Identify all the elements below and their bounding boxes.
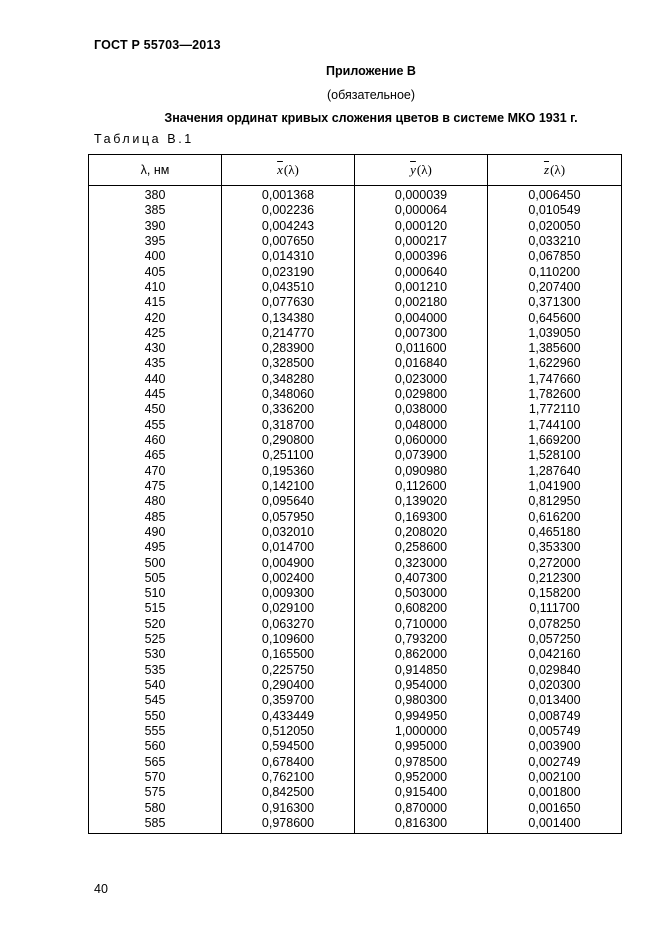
x-bar-cell: 0,842500: [222, 785, 355, 800]
x-bar-cell: 0,348280: [222, 372, 355, 387]
wavelength-cell: 535: [89, 663, 222, 678]
wavelength-cell: 495: [89, 540, 222, 555]
wavelength-cell: 460: [89, 433, 222, 448]
x-bar-cell: 0,002236: [222, 203, 355, 218]
y-bar-cell: 0,407300: [355, 571, 488, 586]
x-bar-cell: 0,433449: [222, 709, 355, 724]
wavelength-cell: 405: [89, 265, 222, 280]
z-bar-cell: 0,057250: [488, 632, 622, 647]
z-bar-cell: 0,110200: [488, 265, 622, 280]
y-bar-cell: 0,000396: [355, 249, 488, 264]
appendix-title: Приложение В: [326, 64, 416, 78]
y-bar-cell: 0,001210: [355, 280, 488, 295]
z-bar-cell: 0,465180: [488, 525, 622, 540]
table-row: [89, 387, 622, 402]
z-bar-cell: 0,002100: [488, 770, 622, 785]
wavelength-cell: 510: [89, 586, 222, 601]
z-bar-cell: 0,042160: [488, 647, 622, 662]
z-bar-symbol: $\overline{z}$: [543, 162, 550, 177]
table-row: [89, 755, 622, 770]
z-bar-cell: 0,001650: [488, 801, 622, 816]
x-bar-cell: 0,978600: [222, 816, 355, 834]
wavelength-cell: 465: [89, 448, 222, 463]
table-row: [89, 525, 622, 540]
table-row: [89, 617, 622, 632]
wavelength-cell: 525: [89, 632, 222, 647]
y-bar-cell: 0,915400: [355, 785, 488, 800]
y-bar-cell: 0,000640: [355, 265, 488, 280]
y-bar-cell: 0,139020: [355, 494, 488, 509]
z-bar-cell: 0,616200: [488, 510, 622, 525]
table-row: [89, 693, 622, 708]
wavelength-cell: 390: [89, 219, 222, 234]
y-bar-cell: 0,258600: [355, 540, 488, 555]
table-row: [89, 265, 622, 280]
z-bar-cell: 0,005749: [488, 724, 622, 739]
column-header-wavelength: λ, нм: [89, 155, 222, 186]
z-bar-cell: 0,002749: [488, 755, 622, 770]
x-bar-cell: 0,014700: [222, 540, 355, 555]
wavelength-cell: 555: [89, 724, 222, 739]
wavelength-cell: 475: [89, 479, 222, 494]
wavelength-cell: 540: [89, 678, 222, 693]
x-bar-cell: 0,251100: [222, 448, 355, 463]
table-row: [89, 326, 622, 341]
page-number: 40: [94, 882, 108, 896]
x-bar-cell: 0,359700: [222, 693, 355, 708]
z-bar-cell: 1,385600: [488, 341, 622, 356]
table-row: [89, 494, 622, 509]
y-bar-cell: 0,995000: [355, 739, 488, 754]
y-bar-cell: 0,000064: [355, 203, 488, 218]
z-bar-cell: 1,669200: [488, 433, 622, 448]
x-bar-cell: 0,077630: [222, 295, 355, 310]
table-row: [89, 724, 622, 739]
z-bar-cell: 1,039050: [488, 326, 622, 341]
table-row: [89, 295, 622, 310]
table-row: [89, 632, 622, 647]
x-bar-cell: 0,165500: [222, 647, 355, 662]
x-bar-cell: 0,225750: [222, 663, 355, 678]
x-bar-cell: 0,029100: [222, 601, 355, 616]
x-bar-cell: 0,594500: [222, 739, 355, 754]
x-bar-cell: 0,290800: [222, 433, 355, 448]
z-bar-cell: 1,782600: [488, 387, 622, 402]
y-bar-cell: 0,048000: [355, 418, 488, 433]
wavelength-cell: 530: [89, 647, 222, 662]
table-row: [89, 433, 622, 448]
appendix-status: (обязательное): [326, 88, 416, 102]
z-bar-cell: 0,371300: [488, 295, 622, 310]
wavelength-cell: 420: [89, 311, 222, 326]
y-bar-cell: 0,710000: [355, 617, 488, 632]
y-bar-cell: 0,007300: [355, 326, 488, 341]
y-bar-cell: 0,608200: [355, 601, 488, 616]
y-bar-cell: 0,994950: [355, 709, 488, 724]
y-bar-cell: 0,954000: [355, 678, 488, 693]
z-bar-cell: 0,001800: [488, 785, 622, 800]
z-bar-cell: 0,013400: [488, 693, 622, 708]
table-row: [89, 448, 622, 463]
wavelength-cell: 500: [89, 556, 222, 571]
wavelength-cell: 575: [89, 785, 222, 800]
wavelength-cell: 450: [89, 402, 222, 417]
table-row: [89, 356, 622, 371]
y-bar-cell: 0,503000: [355, 586, 488, 601]
x-bar-cell: 0,318700: [222, 418, 355, 433]
x-bar-cell: 0,134380: [222, 311, 355, 326]
column-header-z-bar: [488, 155, 622, 186]
x-bar-cell: 0,032010: [222, 525, 355, 540]
wavelength-cell: 430: [89, 341, 222, 356]
x-bar-cell: 0,336200: [222, 402, 355, 417]
table-row: [89, 464, 622, 479]
x-bar-cell: 0,109600: [222, 632, 355, 647]
wavelength-cell: 545: [89, 693, 222, 708]
z-bar-cell: 1,528100: [488, 448, 622, 463]
wavelength-cell: 565: [89, 755, 222, 770]
x-bar-cell: 0,678400: [222, 755, 355, 770]
y-bar-cell: 0,862000: [355, 647, 488, 662]
table-row: [89, 203, 622, 218]
z-bar-cell: 0,212300: [488, 571, 622, 586]
table-row: [89, 311, 622, 326]
z-bar-cell: 0,020050: [488, 219, 622, 234]
wavelength-cell: 385: [89, 203, 222, 218]
x-bar-cell: 0,283900: [222, 341, 355, 356]
table-row: [89, 479, 622, 494]
table-row: [89, 663, 622, 678]
y-bar-cell: 0,029800: [355, 387, 488, 402]
document-code: ГОСТ Р 55703—2013: [94, 38, 221, 52]
table-row: [89, 280, 622, 295]
y-bar-cell: 0,038000: [355, 402, 488, 417]
table-header-row: [89, 155, 622, 186]
y-bar-cell: 0,980300: [355, 693, 488, 708]
z-bar-cell: 1,744100: [488, 418, 622, 433]
wavelength-cell: 550: [89, 709, 222, 724]
table-row: [89, 647, 622, 662]
table-label: Таблица В.1: [94, 132, 194, 146]
z-bar-cell: 0,006450: [488, 186, 622, 204]
table-row: [89, 816, 622, 834]
z-bar-cell: 0,029840: [488, 663, 622, 678]
y-bar-cell: 0,023000: [355, 372, 488, 387]
z-bar-cell: 0,645600: [488, 311, 622, 326]
y-bar-cell: 0,002180: [355, 295, 488, 310]
z-bar-cell: 1,287640: [488, 464, 622, 479]
y-bar-cell: 0,978500: [355, 755, 488, 770]
y-bar-cell: 0,793200: [355, 632, 488, 647]
wavelength-cell: 520: [89, 617, 222, 632]
wavelength-cell: 425: [89, 326, 222, 341]
z-bar-cell: 1,772110: [488, 402, 622, 417]
x-bar-cell: 0,002400: [222, 571, 355, 586]
table-row: [89, 219, 622, 234]
z-bar-cell: 0,003900: [488, 739, 622, 754]
y-bar-cell: 0,016840: [355, 356, 488, 371]
wavelength-cell: 395: [89, 234, 222, 249]
table-row: [89, 785, 622, 800]
wavelength-cell: 470: [89, 464, 222, 479]
table-row: [89, 571, 622, 586]
y-bar-cell: 0,060000: [355, 433, 488, 448]
y-bar-cell: 0,004000: [355, 311, 488, 326]
wavelength-cell: 570: [89, 770, 222, 785]
x-bar-cell: 0,348060: [222, 387, 355, 402]
z-bar-cell: 0,353300: [488, 540, 622, 555]
x-bar-cell: 0,142100: [222, 479, 355, 494]
z-bar-cell: 0,207400: [488, 280, 622, 295]
z-bar-cell: 0,067850: [488, 249, 622, 264]
wavelength-cell: 455: [89, 418, 222, 433]
x-bar-cell: 0,001368: [222, 186, 355, 204]
y-bar-argument: (λ): [416, 162, 432, 177]
table-row: [89, 601, 622, 616]
z-bar-cell: 0,010549: [488, 203, 622, 218]
z-bar-cell: 0,111700: [488, 601, 622, 616]
z-bar-cell: 0,020300: [488, 678, 622, 693]
table-row: [89, 418, 622, 433]
x-bar-cell: 0,095640: [222, 494, 355, 509]
wavelength-cell: 515: [89, 601, 222, 616]
x-bar-cell: 0,762100: [222, 770, 355, 785]
wavelength-cell: 480: [89, 494, 222, 509]
x-bar-cell: 0,004900: [222, 556, 355, 571]
x-bar-cell: 0,014310: [222, 249, 355, 264]
y-bar-cell: 1,000000: [355, 724, 488, 739]
x-bar-cell: 0,004243: [222, 219, 355, 234]
z-bar-cell: 0,272000: [488, 556, 622, 571]
column-header-y-bar: [355, 155, 488, 186]
table-row: [89, 510, 622, 525]
table-row: [89, 186, 622, 204]
table-row: [89, 249, 622, 264]
wavelength-cell: 410: [89, 280, 222, 295]
y-bar-cell: 0,073900: [355, 448, 488, 463]
z-bar-cell: 0,158200: [488, 586, 622, 601]
x-bar-cell: 0,195360: [222, 464, 355, 479]
z-bar-cell: 0,078250: [488, 617, 622, 632]
table-row: [89, 709, 622, 724]
y-bar-cell: 0,000120: [355, 219, 488, 234]
table-row: [89, 402, 622, 417]
table-body: [89, 186, 622, 834]
y-bar-cell: 0,011600: [355, 341, 488, 356]
wavelength-cell: 435: [89, 356, 222, 371]
y-bar-cell: 0,914850: [355, 663, 488, 678]
table-row: [89, 540, 622, 555]
x-bar-cell: 0,214770: [222, 326, 355, 341]
wavelength-cell: 580: [89, 801, 222, 816]
y-bar-symbol: $\overline{y}$: [410, 162, 416, 177]
wavelength-cell: 400: [89, 249, 222, 264]
wavelength-cell: 585: [89, 816, 222, 834]
section-title: Значения ординат кривых сложения цветов в системе МКО 1931 г.: [164, 111, 578, 125]
wavelength-cell: 415: [89, 295, 222, 310]
x-bar-cell: 0,043510: [222, 280, 355, 295]
table-row: [89, 372, 622, 387]
z-bar-cell: 1,622960: [488, 356, 622, 371]
cie-color-matching-table: [88, 154, 622, 834]
x-bar-cell: 0,916300: [222, 801, 355, 816]
z-bar-cell: 0,812950: [488, 494, 622, 509]
x-bar-symbol: $\overline{x}$: [277, 162, 283, 177]
column-header-x-bar: [222, 155, 355, 186]
x-bar-argument: (λ): [283, 162, 299, 177]
table-row: [89, 586, 622, 601]
x-bar-cell: 0,009300: [222, 586, 355, 601]
y-bar-cell: 0,952000: [355, 770, 488, 785]
wavelength-cell: 505: [89, 571, 222, 586]
z-bar-cell: 0,008749: [488, 709, 622, 724]
z-bar-cell: 0,033210: [488, 234, 622, 249]
z-bar-cell: 1,041900: [488, 479, 622, 494]
table-row: [89, 556, 622, 571]
z-bar-cell: 1,747660: [488, 372, 622, 387]
y-bar-cell: 0,112600: [355, 479, 488, 494]
y-bar-cell: 0,090980: [355, 464, 488, 479]
x-bar-cell: 0,063270: [222, 617, 355, 632]
z-bar-cell: 0,001400: [488, 816, 622, 834]
table-row: [89, 341, 622, 356]
wavelength-cell: 445: [89, 387, 222, 402]
wavelength-cell: 380: [89, 186, 222, 204]
x-bar-cell: 0,023190: [222, 265, 355, 280]
y-bar-cell: 0,208020: [355, 525, 488, 540]
wavelength-cell: 560: [89, 739, 222, 754]
wavelength-cell: 490: [89, 525, 222, 540]
x-bar-cell: 0,057950: [222, 510, 355, 525]
x-bar-cell: 0,328500: [222, 356, 355, 371]
y-bar-cell: 0,000217: [355, 234, 488, 249]
table-row: [89, 801, 622, 816]
table-row: [89, 739, 622, 754]
x-bar-cell: 0,007650: [222, 234, 355, 249]
y-bar-cell: 0,169300: [355, 510, 488, 525]
wavelength-cell: 440: [89, 372, 222, 387]
wavelength-cell: 485: [89, 510, 222, 525]
table-row: [89, 770, 622, 785]
table-row: [89, 234, 622, 249]
y-bar-cell: 0,000039: [355, 186, 488, 204]
y-bar-cell: 0,816300: [355, 816, 488, 834]
z-bar-argument: (λ): [550, 162, 566, 177]
y-bar-cell: 0,870000: [355, 801, 488, 816]
y-bar-cell: 0,323000: [355, 556, 488, 571]
table-row: [89, 678, 622, 693]
x-bar-cell: 0,290400: [222, 678, 355, 693]
x-bar-cell: 0,512050: [222, 724, 355, 739]
